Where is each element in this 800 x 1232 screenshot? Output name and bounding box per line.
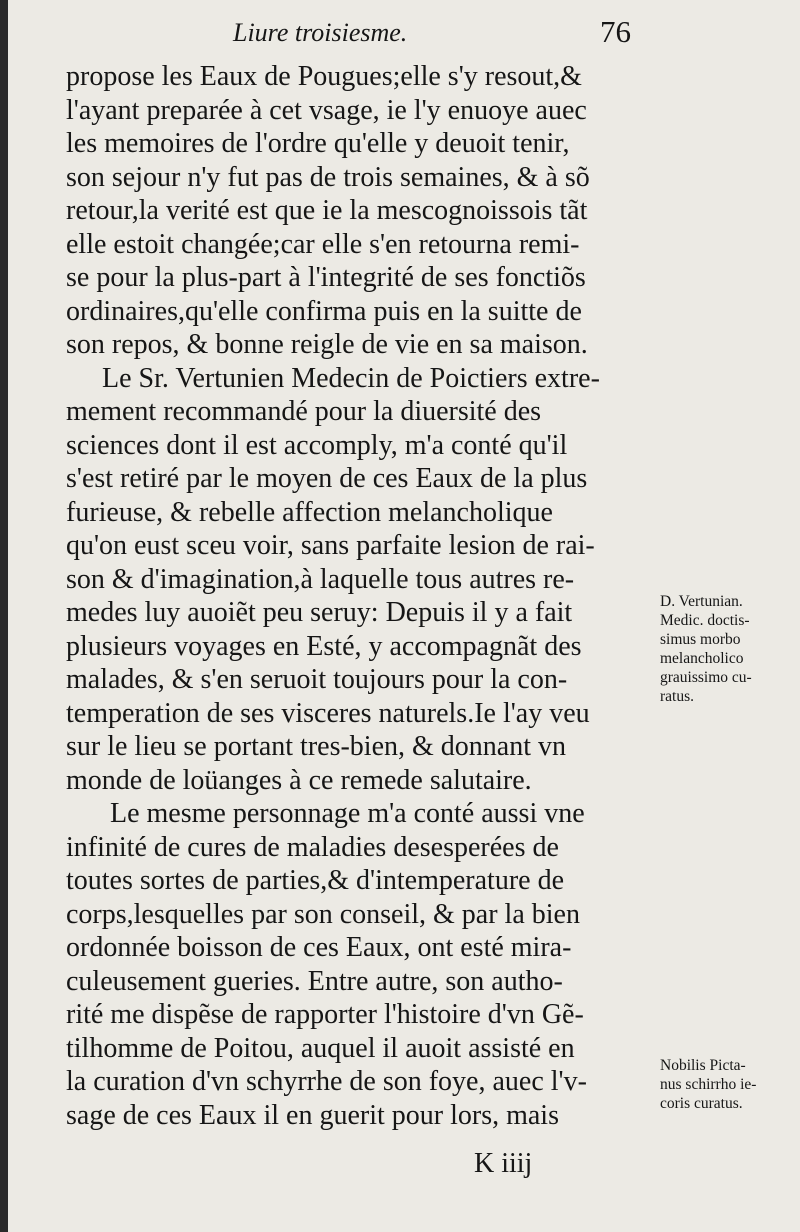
- text-line: ordonnée boisson de ces Eaux, ont esté mira-: [66, 932, 572, 963]
- text-line: furieuse, & rebelle affection melancholique: [66, 496, 553, 528]
- text-line: temperation de ses visceres naturels.Ie l'ay veu: [66, 697, 590, 729]
- text-line: l'ayant preparée à cet vsage, ie l'y enuoye auec: [66, 94, 587, 126]
- text-line: retour,la verité est que ie la mescognoissois tãt: [66, 195, 588, 226]
- text-line: la curation d'vn schyrrhe de son foye, auec l'v-: [66, 1066, 587, 1097]
- text-line: toutes sortes de parties,& d'intemperature de: [66, 865, 564, 896]
- margin-note-line: melancholico: [660, 650, 744, 667]
- page-number: 76: [600, 14, 631, 49]
- text-line: culeusement gueries. Entre autre, son autho-: [66, 965, 563, 997]
- margin-note-nobilis: [660, 1056, 800, 1113]
- text-line: medes luy auoiẽt peu seruy: Depuis il y a fait: [66, 597, 573, 628]
- text-line: corps,lesquelles par son conseil, & par la bien: [66, 898, 580, 930]
- text-line: les memoires de l'ordre qu'elle y deuoit tenir,: [66, 128, 570, 159]
- margin-note-line: nus schirrho ie-: [660, 1076, 757, 1093]
- margin-note-line: coris curatus.: [660, 1095, 743, 1112]
- text-line: monde de loüanges à ce remede salutaire.: [66, 764, 532, 796]
- margin-note-line: ratus.: [660, 688, 695, 705]
- text-line: elle estoit changée;car elle s'en retourna remi-: [66, 228, 580, 260]
- text-line: sur le lieu se portant tres-bien, & donnant vn: [66, 731, 566, 762]
- text-line: infinité de cures de maladies desesperées de: [66, 831, 559, 863]
- text-line: plusieurs voyages en Esté, y accompagnãt des: [66, 630, 582, 662]
- paragraph-start-line: Le Sr. Vertunien Medecin de Poictiers extre-: [102, 362, 600, 394]
- text-line: son & d'imagination,à laquelle tous autres re-: [66, 563, 575, 595]
- margin-note-line: Nobilis Picta-: [660, 1057, 746, 1074]
- margin-note-vertunian: [660, 592, 800, 706]
- running-head: Liure troisiesme.: [233, 18, 408, 47]
- text-line: mement recommandé pour la diuersité des: [66, 396, 542, 427]
- text-line: s'est retiré par le moyen de ces Eaux de la plus: [66, 463, 588, 494]
- text-line: se pour la plus-part à l'integrité de ses fonctiõs: [66, 262, 586, 293]
- text-line: qu'on eust sceu voir, sans parfaite lesion de rai-: [66, 530, 595, 561]
- main-text-block: [66, 60, 648, 1132]
- paragraph-start-line: Le mesme personnage m'a conté aussi vne: [110, 798, 585, 829]
- margin-note-line: grauissimo cu-: [660, 669, 752, 686]
- text-line: propose les Eaux de Pougues;elle s'y resout,&: [66, 61, 582, 92]
- margin-note-line: Medic. doctis-: [660, 612, 750, 629]
- signature-mark: K iiij: [474, 1148, 533, 1179]
- book-page: [8, 0, 800, 1232]
- text-line: tilhomme de Poitou, auquel il auoit assisté en: [66, 1032, 575, 1064]
- page-header: [8, 14, 800, 54]
- text-line: sciences dont il est accomply, m'a conté qu'il: [66, 429, 568, 461]
- text-line: son repos, & bonne reigle de vie en sa maison.: [66, 329, 588, 360]
- text-line: sage de ces Eaux il en guerit pour lors, mais: [66, 1099, 559, 1131]
- text-line: ordinaires,qu'elle confirma puis en la suitte de: [66, 295, 582, 327]
- margin-note-line: simus morbo: [660, 631, 741, 648]
- text-line: rité me dispẽse de rapporter l'histoire d'vn Gẽ-: [66, 999, 584, 1030]
- text-line: malades, & s'en seruoit toujours pour la con-: [66, 664, 568, 695]
- margin-note-line: D. Vertunian.: [660, 593, 743, 610]
- text-line: son sejour n'y fut pas de trois semaines, & à sõ: [66, 161, 590, 193]
